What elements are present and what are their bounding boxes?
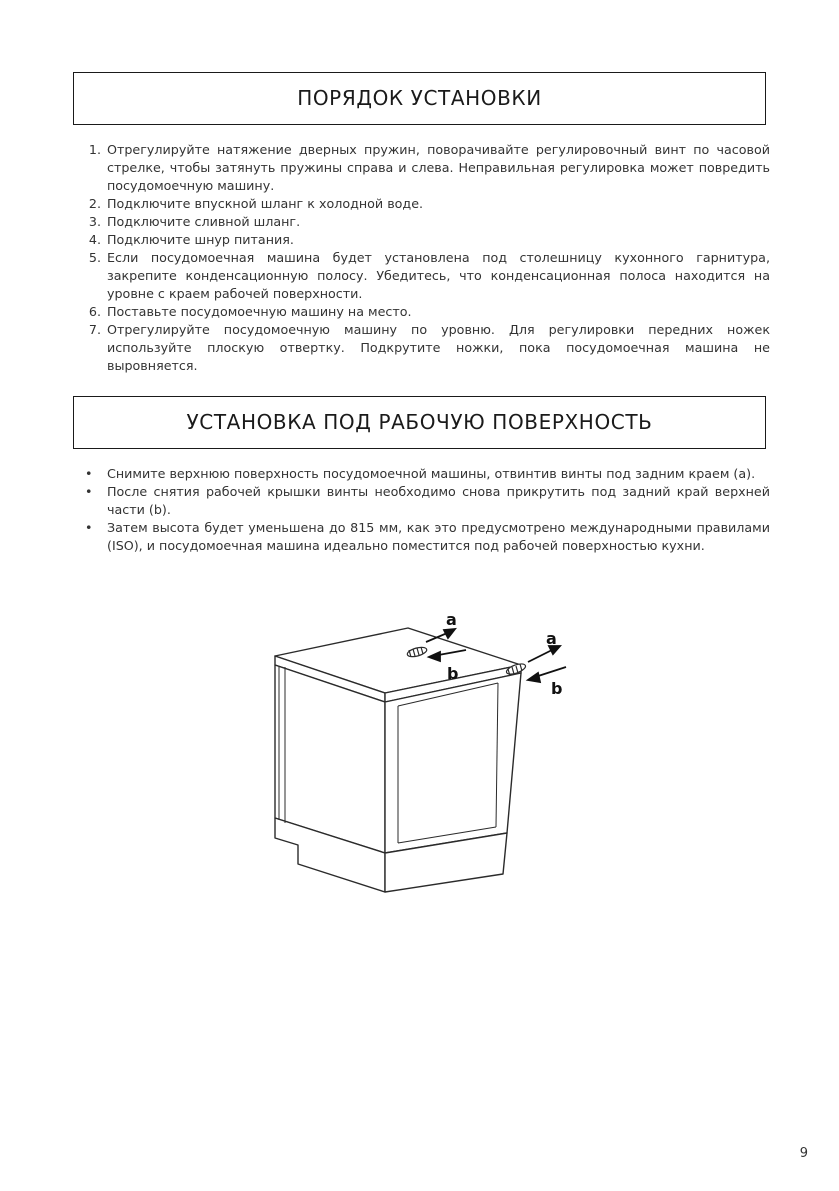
dishwasher-worktop-diagram	[268, 606, 580, 896]
list-item	[80, 321, 770, 375]
label-a-left: a	[446, 610, 457, 629]
step-number: 7.	[88, 322, 101, 337]
list-item	[80, 465, 770, 483]
step-text: Отрегулируйте натяжение дверных пружин, поворачивайте регулировочный винт по часовой стрелке, чтобы затянуть пружины справа и слева. Неправильная регулировка может повредить посудомоечную машину.	[107, 142, 770, 193]
label-b-right: b	[551, 679, 563, 698]
arrow-a-left-head	[444, 629, 455, 638]
section-title-installation: ПОРЯДОК УСТАНОВКИ	[73, 72, 766, 125]
step-text: Отрегулируйте посудомоечную машину по уровню. Для регулировки передних ножек используйте плоскую отвертку. Подкрутите ножки, пока посудомоечная машина не выровняется.	[107, 322, 770, 373]
installation-steps-list	[80, 141, 770, 375]
step-text: Поставьте посудомоечную машину на место.	[107, 304, 412, 319]
list-item	[80, 213, 770, 231]
bullet-text: После снятия рабочей крышки винты необходимо снова прикрутить под задний край верхней части (b).	[107, 484, 770, 517]
list-item	[80, 483, 770, 519]
list-item	[80, 519, 770, 555]
under-counter-bullet-list	[80, 465, 770, 555]
step-text: Подключите шнур питания.	[107, 232, 294, 247]
page-number: 9	[799, 1146, 808, 1161]
step-number: 1.	[88, 142, 101, 157]
step-text: Если посудомоечная машина будет установлена под столешницу кухонного гарнитура, закрепите конденсационную полосу. Убедитесь, что конденсационная полоса находится на уровне с краем рабочей поверхности.	[107, 250, 770, 301]
list-item	[80, 141, 770, 195]
step-number: 4.	[88, 232, 101, 247]
step-number: 2.	[88, 196, 101, 211]
section-title-under-counter: УСТАНОВКА ПОД РАБОЧУЮ ПОВЕРХНОСТЬ	[73, 396, 766, 449]
bullet-icon: •	[85, 466, 93, 481]
step-number: 6.	[88, 304, 101, 319]
bullet-text: Снимите верхнюю поверхность посудомоечной машины, отвинтив винты под задним краем (а).	[107, 466, 756, 481]
side-panel	[385, 673, 521, 853]
bullet-text: Затем высота будет уменьшена до 815 мм, как это предусмотрено международными правилами (ISO), и посудомоечная машина идеально поместится под рабочей поверхностью кухни.	[107, 520, 770, 553]
list-item	[80, 303, 770, 321]
arrow-b-right-head	[528, 673, 540, 682]
label-a-right: a	[546, 629, 557, 648]
list-item	[80, 231, 770, 249]
step-text: Подключите впускной шланг к холодной воде.	[107, 196, 424, 211]
step-number: 3.	[88, 214, 101, 229]
label-b-left: b	[447, 664, 459, 683]
list-item	[80, 249, 770, 303]
list-item	[80, 195, 770, 213]
step-text: Подключите сливной шланг.	[107, 214, 301, 229]
bullet-icon: •	[85, 484, 93, 499]
step-number: 5.	[88, 250, 101, 265]
bullet-icon: •	[85, 520, 93, 535]
